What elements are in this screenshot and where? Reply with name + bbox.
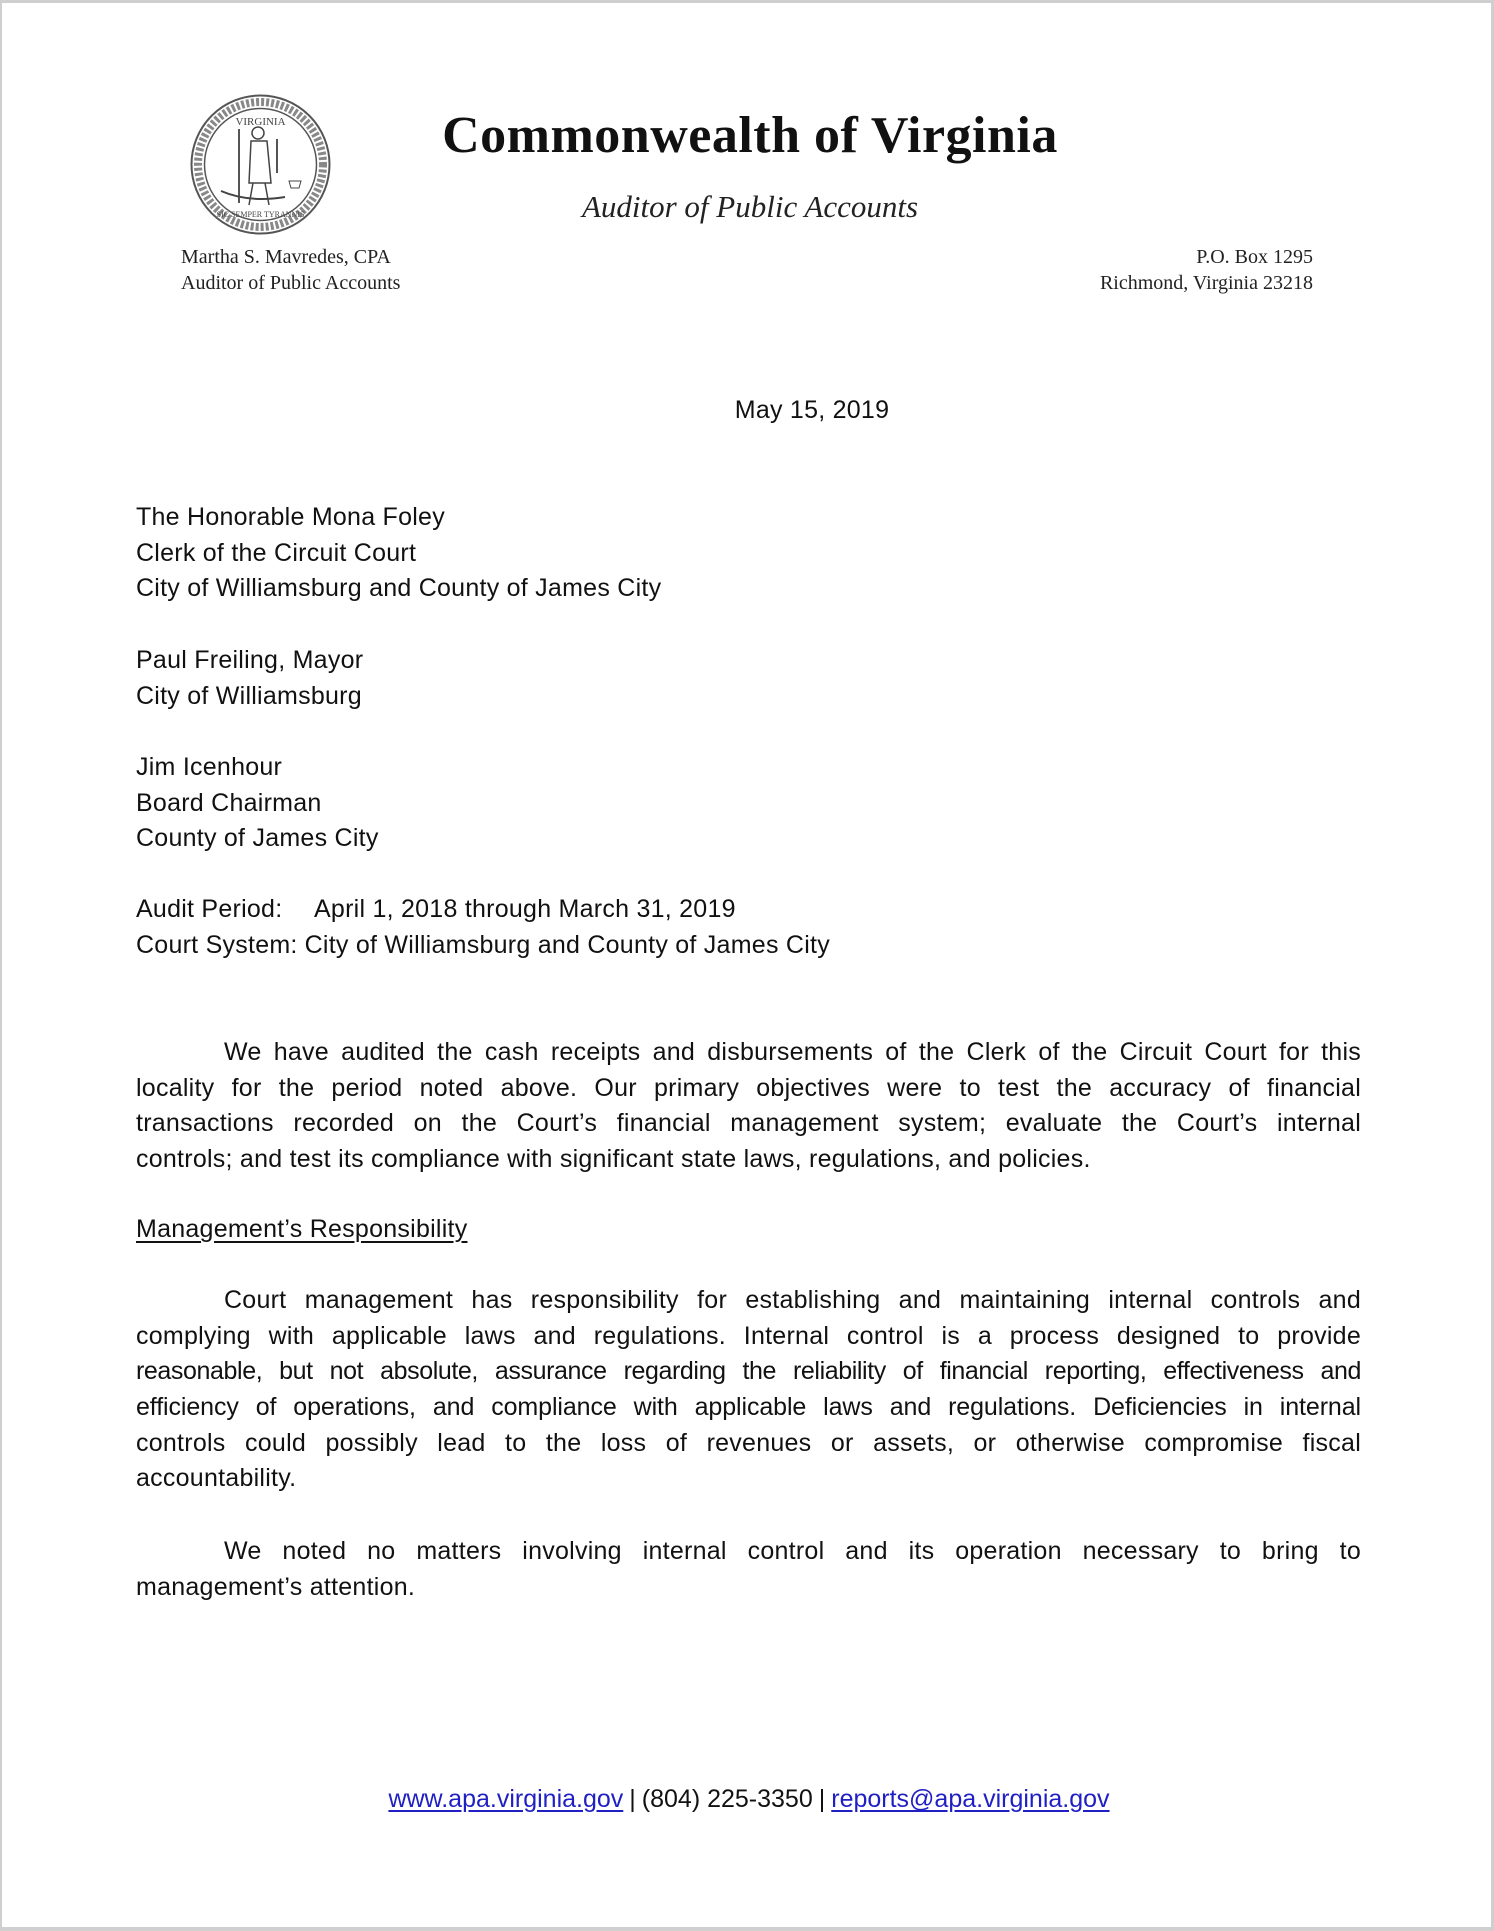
- footer-separator: |: [629, 1785, 636, 1813]
- footer-separator: |: [818, 1785, 826, 1813]
- paragraph-line: locality for the period noted above. Our primary objectives were to test the accuracy of financial: [136, 1073, 1361, 1102]
- audit-period-value: April 1, 2018 through March 31, 2019: [314, 895, 736, 923]
- intro-paragraph: [136, 1035, 1361, 1178]
- recipient-line: County of James City: [136, 824, 379, 853]
- recipient-line: Board Chairman: [136, 788, 322, 817]
- po-box: P.O. Box 1295: [1196, 246, 1313, 268]
- management-responsibility-heading: Management’s Responsibility: [136, 1215, 468, 1243]
- auditor-name-block: [181, 244, 400, 296]
- paragraph-line: controls could possibly lead to the loss of revenues or assets, or otherwise compromise fiscal: [136, 1428, 1361, 1457]
- paragraph-line: complying with applicable laws and regulations. Internal control is a process designed to provide: [136, 1321, 1361, 1350]
- auditor-title: Auditor of Public Accounts: [181, 272, 401, 294]
- city-state-zip: Richmond, Virginia 23218: [1099, 272, 1313, 294]
- paragraph-line: accountability.: [136, 1464, 297, 1493]
- recipient-mayor: [136, 643, 1361, 714]
- svg-text:VIRGINIA: VIRGINIA: [235, 116, 286, 128]
- audit-period-label: Audit Period:: [136, 895, 283, 923]
- section-heading: [136, 1212, 1361, 1248]
- recipient-clerk: [136, 500, 1361, 607]
- letterhead-title: Commonwealth of Virginia: [442, 107, 1058, 164]
- letterhead-subtitle: Auditor of Public Accounts: [581, 189, 919, 224]
- recipient-line: City of Williamsburg: [136, 681, 362, 710]
- mailing-address-block: [1100, 244, 1313, 296]
- audit-period-row: [136, 892, 1361, 928]
- court-system-value: City of Williamsburg and County of James City: [304, 930, 830, 959]
- phone-number: (804) 225-3350: [641, 1785, 813, 1813]
- auditor-name: Martha S. Mavredes, CPA: [181, 246, 391, 268]
- website-link[interactable]: www.apa.virginia.gov: [388, 1785, 624, 1813]
- paragraph-line: efficiency of operations, and compliance with applicable laws and regulations. Deficiencies in internal: [136, 1393, 1361, 1422]
- recipient-board-chairman: [136, 750, 1361, 857]
- recipient-line: Clerk of the Circuit Court: [136, 538, 417, 567]
- recipient-line: Paul Freiling, Mayor: [136, 646, 364, 674]
- court-system-row: [136, 928, 1361, 964]
- paragraph-line: We have audited the cash receipts and disbursements of the Clerk of the Circuit Court for this: [224, 1038, 1361, 1066]
- recipient-line: City of Williamsburg and County of James City: [136, 574, 662, 603]
- responsibility-paragraph: [136, 1283, 1361, 1497]
- court-system-label: Court System:: [136, 930, 298, 959]
- email-link[interactable]: reports@apa.virginia.gov: [831, 1785, 1110, 1813]
- footer-contact: [2, 1781, 1494, 1817]
- conclusion-paragraph: [136, 1534, 1361, 1605]
- paragraph-line: Court management has responsibility for establishing and maintaining internal controls and: [224, 1286, 1361, 1314]
- audit-info: [136, 892, 1361, 963]
- paragraph-line: reasonable, but not absolute, assurance regarding the reliability of financial reporting, effectiveness and: [136, 1357, 1361, 1386]
- paragraph-line: We noted no matters involving internal control and its operation necessary to bring to: [224, 1537, 1361, 1565]
- paragraph-line: transactions recorded on the Court’s financial management system; evaluate the Court’s internal: [136, 1109, 1361, 1138]
- letter-date: May 15, 2019: [734, 396, 890, 424]
- svg-text:SIC SEMPER TYRANNIS: SIC SEMPER TYRANNIS: [216, 210, 305, 219]
- paragraph-line: management’s attention.: [136, 1572, 416, 1601]
- paragraph-line: controls; and test its compliance with significant state laws, regulations, and policies.: [136, 1145, 1091, 1174]
- virginia-state-seal-icon: [189, 93, 332, 236]
- recipient-line: The Honorable Mona Foley: [136, 503, 445, 531]
- recipient-line: Jim Icenhour: [136, 753, 283, 781]
